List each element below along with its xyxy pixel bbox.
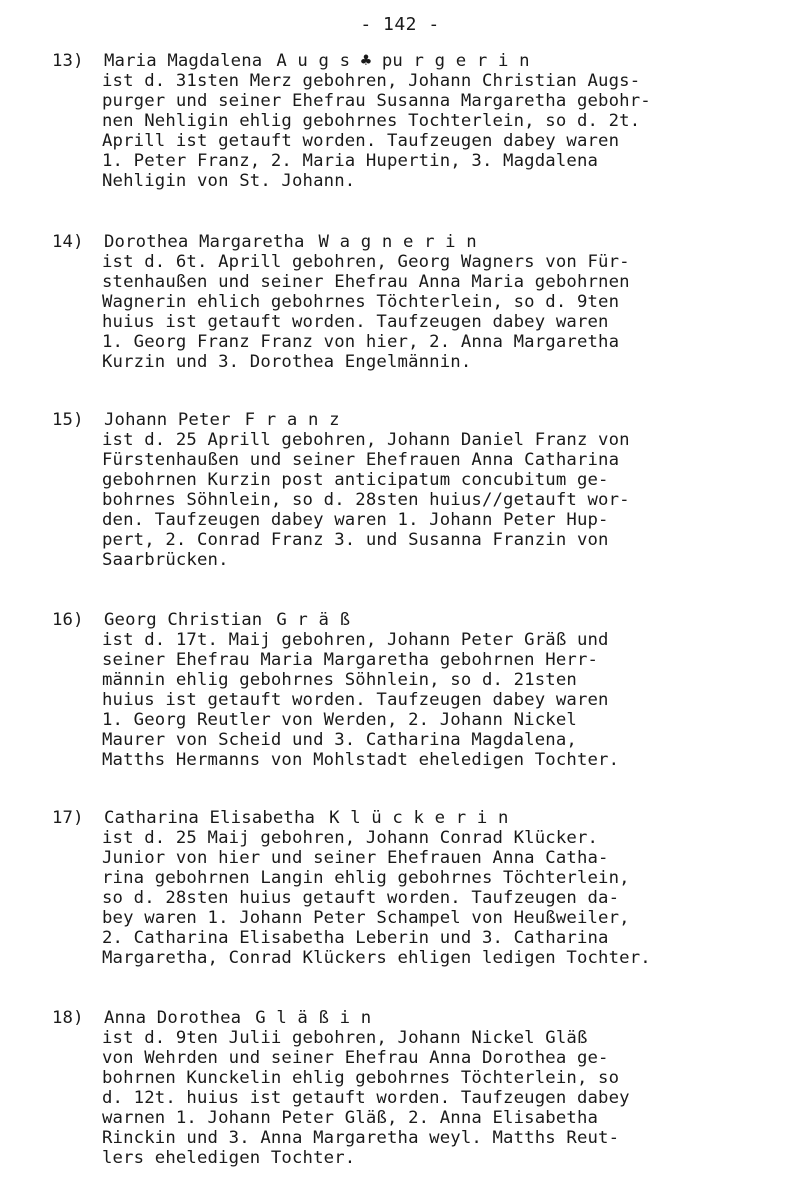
entry-text-line: Junior von hier und seiner Ehefrauen Anna Catha- (102, 848, 609, 868)
entry-heading (52, 1008, 792, 1028)
baptism-entry-15 (52, 410, 792, 570)
entry-text-line: bey waren 1. Johann Peter Schampel von Heußweiler, (102, 908, 630, 928)
entry-text-line: 1. Peter Franz, 2. Maria Hupertin, 3. Magdalena (102, 151, 599, 171)
entry-heading (52, 51, 792, 71)
entry-text-line: d. 12t. huius ist getauft worden. Taufzeugen dabey (102, 1088, 630, 1108)
entry-surname: G r ä ß (276, 610, 351, 630)
entry-surname: K l ü c k e r i n (329, 808, 509, 828)
entry-number: 17) (52, 808, 84, 828)
entry-text-line: ist d. 6t. Aprill gebohren, Georg Wagners von Für- (102, 252, 630, 272)
entry-text-line: 2. Catharina Elisabetha Leberin und 3. Catharina (102, 928, 609, 948)
entry-text-line: rina gebohrnen Langin ehlig gebohrnes Töchterlein, (102, 868, 630, 888)
entry-text-line: Wagnerin ehlich gebohrnes Töchterlein, so d. 9ten (102, 292, 620, 312)
entry-text-line: Nehligin von St. Johann. (102, 171, 356, 191)
entry-text-line: lers eheledigen Tochter. (102, 1148, 356, 1168)
entry-text-line: bohrnen Kunckelin ehlig gebohrnes Töchterlein, so (102, 1068, 620, 1088)
entry-text-line: ist d. 25 Aprill gebohren, Johann Daniel Franz von (102, 430, 630, 450)
entry-text-line: Margaretha, Conrad Klückers ehligen ledigen Tochter. (102, 948, 651, 968)
page-number: - 142 - (360, 14, 440, 35)
baptism-entry-17 (52, 808, 792, 968)
entry-text-line: seiner Ehefrau Maria Margaretha gebohrnen Herr- (102, 650, 599, 670)
entry-text-line: Fürstenhaußen und seiner Ehefrauen Anna Catharina (102, 450, 620, 470)
entry-text-line: Rinckin und 3. Anna Margaretha weyl. Matths Reut- (102, 1128, 620, 1148)
entry-surname: A u g s ♣ pu r g e r i n (276, 51, 530, 71)
entry-heading (52, 610, 792, 630)
entry-given-names: Anna Dorothea (104, 1008, 242, 1028)
entry-text-line: männin ehlig gebohrnes Söhnlein, so d. 21sten (102, 670, 577, 690)
entry-surname: G l ä ß i n (255, 1008, 372, 1028)
entry-text-line: pert, 2. Conrad Franz 3. und Susanna Franzin von (102, 530, 609, 550)
entry-text-line: huius ist getauft worden. Taufzeugen dabey waren (102, 690, 609, 710)
entry-text-line: purger und seiner Ehefrau Susanna Margaretha gebohr- (102, 91, 651, 111)
entry-text (52, 430, 792, 570)
entry-text-line: so d. 28sten huius getauft worden. Taufzeugen da- (102, 888, 620, 908)
baptism-entry-13 (52, 51, 792, 191)
entry-text (52, 630, 792, 770)
entry-given-names: Maria Magdalena (104, 51, 263, 71)
entry-number: 16) (52, 610, 84, 630)
entry-surname: W a g n e r i n (318, 232, 477, 252)
entry-text-line: Saarbrücken. (102, 550, 229, 570)
entry-text (52, 1028, 792, 1168)
entry-text-line: den. Taufzeugen dabey waren 1. Johann Peter Hup- (102, 510, 609, 530)
entry-text-line: ist d. 31sten Merz gebohren, Johann Christian Augs- (102, 71, 641, 91)
entry-text-line: bohrnes Söhnlein, so d. 28sten huius//getauft wor- (102, 490, 630, 510)
entry-heading (52, 410, 792, 430)
entry-text-line: von Wehrden und seiner Ehefrau Anna Dorothea ge- (102, 1048, 609, 1068)
entry-text-line: Aprill ist getauft worden. Taufzeugen dabey waren (102, 131, 620, 151)
entry-text-line: 1. Georg Reutler von Werden, 2. Johann Nickel (102, 710, 577, 730)
entry-heading (52, 808, 792, 828)
entry-number: 13) (52, 51, 84, 71)
entry-text-line: ist d. 9ten Julii gebohren, Johann Nickel Gläß (102, 1028, 588, 1048)
entry-text-line: Matths Hermanns von Mohlstadt eheledigen Tochter. (102, 750, 620, 770)
entry-text-line: Maurer von Scheid und 3. Catharina Magdalena, (102, 730, 577, 750)
entry-given-names: Georg Christian (104, 610, 263, 630)
entry-given-names: Catharina Elisabetha (104, 808, 316, 828)
entry-text-line: nen Nehligin ehlig gebohrnes Tochterlein, so d. 2t. (102, 111, 641, 131)
entry-surname: F r a n z (244, 410, 340, 430)
entry-text-line: huius ist getauft worden. Taufzeugen dabey waren (102, 312, 609, 332)
baptism-entry-18 (52, 1008, 792, 1168)
baptism-entry-14 (52, 232, 792, 372)
entry-text (52, 828, 792, 968)
entry-text (52, 71, 792, 191)
entry-text-line: warnen 1. Johann Peter Gläß, 2. Anna Elisabetha (102, 1108, 599, 1128)
entry-text-line: gebohrnen Kurzin post anticipatum concubitum ge- (102, 470, 609, 490)
entry-text-line: Kurzin und 3. Dorothea Engelmännin. (102, 352, 472, 372)
baptism-entry-16 (52, 610, 792, 770)
entry-text-line: stenhaußen und seiner Ehefrau Anna Maria gebohrnen (102, 272, 630, 292)
entry-given-names: Dorothea Margaretha (104, 232, 305, 252)
entry-text-line: 1. Georg Franz Franz von hier, 2. Anna Margaretha (102, 332, 620, 352)
entry-text-line: ist d. 25 Maij gebohren, Johann Conrad Klücker. (102, 828, 599, 848)
entry-number: 14) (52, 232, 84, 252)
entry-text (52, 252, 792, 372)
entry-number: 18) (52, 1008, 84, 1028)
entry-number: 15) (52, 410, 84, 430)
entry-heading (52, 232, 792, 252)
entry-given-names: Johann Peter (104, 410, 231, 430)
entry-text-line: ist d. 17t. Maij gebohren, Johann Peter Gräß und (102, 630, 609, 650)
